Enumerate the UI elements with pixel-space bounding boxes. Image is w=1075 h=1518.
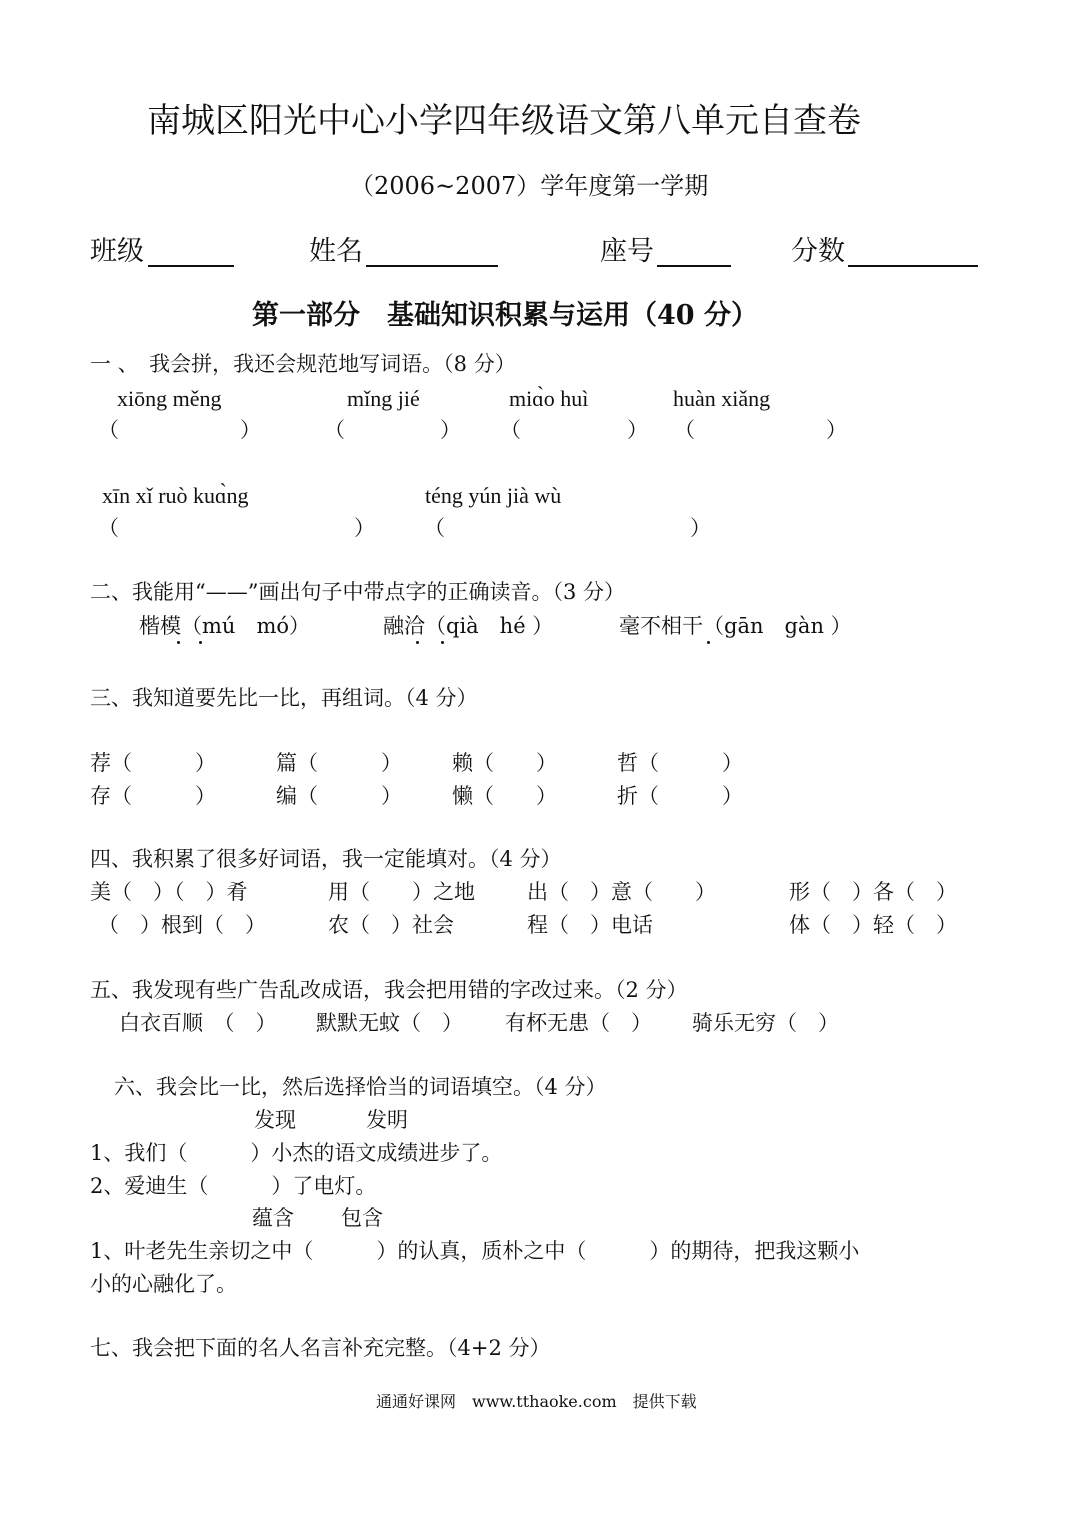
q7-title: 七、我会把下面的名人名言补充完整。（4+2 分） xyxy=(90,1336,551,1360)
q3-item: 哲（ ） xyxy=(617,751,743,775)
q4-item: 体（ ）轻（ ） xyxy=(789,913,957,937)
q1-pinyin: xīn xǐ ruò kuɑ̀ng xyxy=(102,483,249,508)
q5-title: 五、我发现有些广告乱改成语，我会把用错的字改过来。（2 分） xyxy=(90,978,688,1002)
emphasis-dot xyxy=(199,641,202,644)
q3-item: 荐（ ） xyxy=(90,751,216,775)
q3-item: 折（ ） xyxy=(617,784,743,808)
answer-paren-close: ） xyxy=(240,418,261,442)
q1-pinyin: mǐng jié xyxy=(347,386,420,411)
answer-paren-close: ） xyxy=(690,516,711,540)
page-subtitle: （2006~2007）学年度第一学期 xyxy=(350,172,709,200)
answer-paren-open: （ xyxy=(98,418,119,442)
q3-item: 赖（ ） xyxy=(452,751,557,775)
page-title: 南城区阳光中心小学四年级语文第八单元自查卷 xyxy=(147,101,861,141)
answer-paren-close: ） xyxy=(354,516,375,540)
answer-paren-close: ） xyxy=(627,418,648,442)
footer-credit: 通通好课网 www.tthaoke.com 提供下载 xyxy=(376,1392,697,1411)
answer-paren-open: （ xyxy=(324,418,345,442)
q3-item: 编（ ） xyxy=(276,784,402,808)
q3-item: 存（ ） xyxy=(90,784,216,808)
answer-paren-open: （ xyxy=(424,516,445,540)
q6-choice: 发明 xyxy=(366,1108,408,1132)
q1-pinyin: huàn xiǎng xyxy=(673,386,771,411)
score-label: 分数 xyxy=(791,236,845,267)
q6-title: 六、我会比一比，然后选择恰当的词语填空。（4 分） xyxy=(114,1075,607,1099)
q2-title: 二、我能用“——”画出句子中带点字的正确读音。（3 分） xyxy=(90,580,626,604)
emphasis-dot xyxy=(707,641,710,644)
q4-item: 出（ ）意（ ） xyxy=(527,880,716,904)
answer-paren-open: （ xyxy=(500,418,521,442)
name-label: 姓名 xyxy=(309,236,363,267)
answer-paren-close: ） xyxy=(826,418,847,442)
seat-field[interactable] xyxy=(657,265,731,267)
q5-item: 白衣百顺 （ ） xyxy=(119,1011,277,1035)
q5-item: 有杯无患（ ） xyxy=(505,1011,652,1035)
q4-item: 美（ ）（ ）肴 xyxy=(90,880,248,904)
q1-pinyin: xiōng měng xyxy=(117,386,222,411)
answer-paren-close: ） xyxy=(440,418,461,442)
class-field[interactable] xyxy=(148,265,234,267)
answer-paren-open: （ xyxy=(98,516,119,540)
emphasis-dot xyxy=(177,641,180,644)
q6-sentence: 2、爱迪生（ ）了电灯。 xyxy=(90,1174,377,1198)
q2-item: 毫不相干（gān gàn ） xyxy=(619,614,852,638)
q4-item: （ ）根到（ ） xyxy=(98,913,266,937)
q2-item: 融洽（qià hé ） xyxy=(383,614,554,638)
q1-pinyin: téng yún jià wù xyxy=(425,483,562,508)
q5-item: 骑乐无穷（ ） xyxy=(692,1011,839,1035)
q4-item: 程（ ）电话 xyxy=(527,913,653,937)
part1-title: 第一部分 基础知识积累与运用（40 分） xyxy=(252,300,758,331)
q5-item: 默默无蚊（ ） xyxy=(316,1011,463,1035)
q6-sentence: 1、叶老先生亲切之中（ ）的认真，质朴之中（ ）的期待，把我这颗小 xyxy=(90,1239,860,1263)
q6-choice: 发现 xyxy=(254,1108,296,1132)
class-label: 班级 xyxy=(90,236,144,267)
q6-sentence: 小的心融化了。 xyxy=(90,1272,237,1296)
seat-label: 座号 xyxy=(600,236,654,267)
q6-sentence: 1、我们（ ）小杰的语文成绩进步了。 xyxy=(90,1141,503,1165)
score-field[interactable] xyxy=(848,265,978,267)
q4-item: 农（ ）社会 xyxy=(328,913,454,937)
q2-item: 楷模（mú mó） xyxy=(139,614,310,638)
emphasis-dot xyxy=(416,641,419,644)
q3-title: 三、我知道要先比一比，再组词。（4 分） xyxy=(90,686,478,710)
q4-item: 形（ ）各（ ） xyxy=(789,880,957,904)
q3-item: 篇（ ） xyxy=(276,751,402,775)
emphasis-dot xyxy=(441,641,444,644)
q1-pinyin: miɑ̀o huì xyxy=(509,386,589,411)
q3-item: 懒（ ） xyxy=(452,784,557,808)
q4-title: 四、我积累了很多好词语，我一定能填对。（4 分） xyxy=(90,847,562,871)
q1-title: 一 、 我会拼，我还会规范地写词语。（8 分） xyxy=(90,352,516,376)
q6-choice: 蕴含 xyxy=(252,1206,294,1230)
name-field[interactable] xyxy=(366,265,498,267)
answer-paren-open: （ xyxy=(674,418,695,442)
q6-choice: 包含 xyxy=(341,1206,383,1230)
q4-item: 用（ ）之地 xyxy=(328,880,475,904)
